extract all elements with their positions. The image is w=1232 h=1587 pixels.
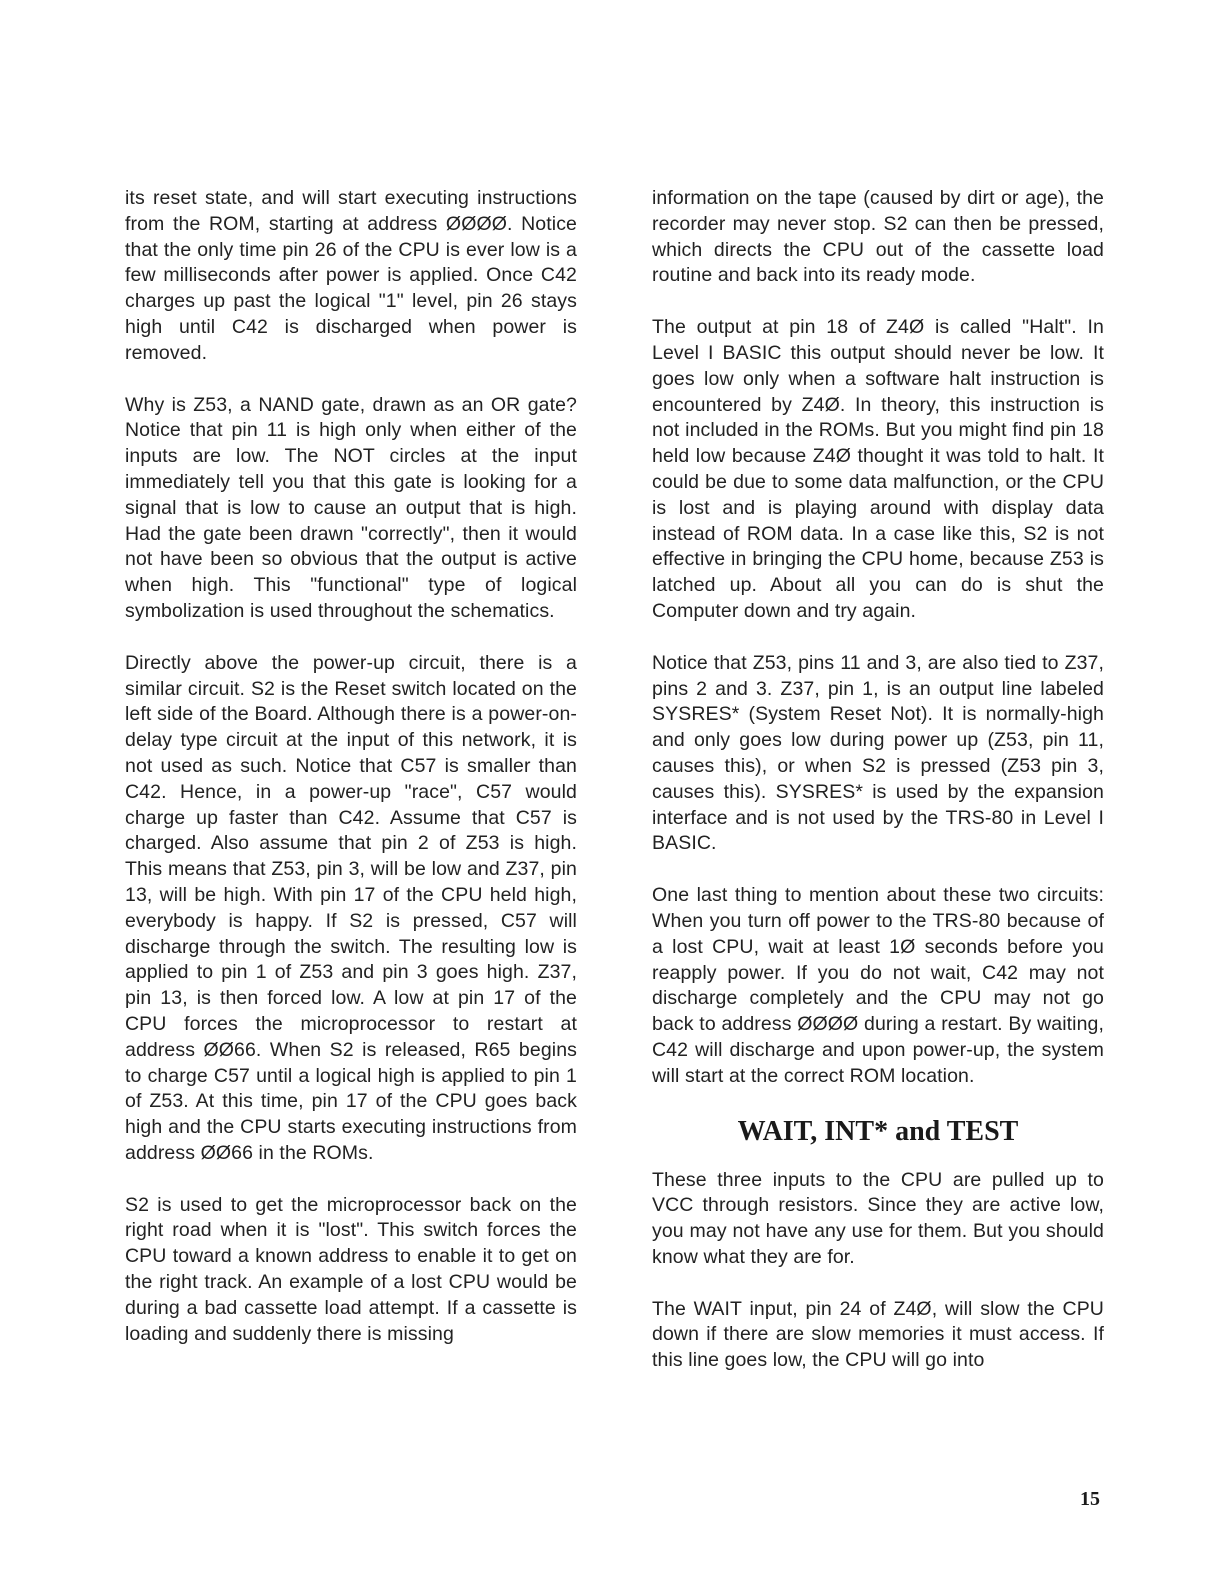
- paragraph: The output at pin 18 of Z4Ø is called "Halt". In Level I BASIC this output should never be low. It goes low only when a software halt instruction is encountered by Z4Ø. In theory, this instruction is not included in the ROMs. But you might find pin 18 held low because Z4Ø thought it was told to halt. It could be due to some data malfunction, or the CPU is lost and is playing around with display data instead of ROM data. In a case like this, S2 is not effective in bringing the CPU home, because Z53 is latched up. About all you can do is shut the Computer down and try again.: [652, 316, 1104, 622]
- paragraph: information on the tape (caused by dirt or age), the recorder may never stop. S2 can then be pressed, which directs the CPU out of the cassette load routine and back into its ready mode.: [652, 187, 1104, 287]
- paragraph: The WAIT input, pin 24 of Z4Ø, will slow the CPU down if there are slow memories it must access. If this line goes low, the CPU will go into: [652, 1297, 1104, 1372]
- paragraph: One last thing to mention about these two circuits: When you turn off power to the TRS-80 because of a lost CPU, wait at least 1Ø seconds before you reapply power. If you do not wait, C42 may not discharge completely and the CPU may not go back to address ØØØØ during a restart. By waiting, C42 will discharge and upon power-up, the system will start at the correct ROM location.: [652, 884, 1104, 1087]
- paragraph: Why is Z53, a NAND gate, drawn as an OR gate? Notice that pin 11 is high only when either of the inputs are low. The NOT circles at the input immediately tell you that this gate is looking for a signal that is low to cause an output that is high. Had the gate been drawn "correctly", then it would not have been so obvious that the output is active when high. This "functional" type of logical symbolization is used throughout the schematics.: [125, 393, 577, 622]
- section-heading: WAIT, INT* and TEST: [737, 1115, 1019, 1147]
- paragraph: Notice that Z53, pins 11 and 3, are also tied to Z37, pins 2 and 3. Z37, pin 1, is an output line labeled SYSRES* (System Reset Not). It is normally-high and only goes low during power up (Z53, pin 11, causes this), or when S2 is pressed (Z53 pin 3, causes this). SYSRES* is used by the expansion interface and is not used by the TRS-80 in Level I BASIC.: [652, 651, 1104, 855]
- right-column: [652, 186, 1104, 1400]
- left-column: [125, 186, 577, 1373]
- paragraph: S2 is used to get the microprocessor back on the right road when it is "lost". This switch forces the CPU toward a known address to enable it to get on the right track. An example of a lost CPU would be during a bad cassette load attempt. If a cassette is loading and suddenly there is missing: [125, 1193, 577, 1345]
- page-number: 15: [1080, 1488, 1100, 1510]
- paragraph: its reset state, and will start executing instructions from the ROM, starting at address ØØØØ. Notice that the only time pin 26 of the CPU is ever low is a few milliseconds after power is applied. Once C42 charges up past the logical "1" level, pin 26 stays high until C42 is discharged when power is removed.: [125, 187, 577, 364]
- paragraph: These three inputs to the CPU are pulled up to VCC through resistors. Since they are active low, you may not have any use for them. But you should know what they are for.: [652, 1168, 1104, 1268]
- paragraph: Directly above the power-up circuit, there is a similar circuit. S2 is the Reset switch located on the left side of the Board. Although there is a power-on-delay type circuit at the input of this network, it is not used as such. Notice that C57 is smaller than C42. Hence, in a power-up "race", C57 would charge up faster than C42. Assume that C57 is charged. Also assume that pin 2 of Z53 is high. This means that Z53, pin 3, will be low and Z37, pin 13, will be high. With pin 17 of the CPU held high, everybody is happy. If S2 is pressed, C57 will discharge through the switch. The resulting low is applied to pin 1 of Z53 and pin 3 goes high. Z37, pin 13, is then forced low. A low at pin 17 of the CPU forces the microprocessor to restart at address ØØ66. When S2 is released, R65 begins to charge C57 until a logical high is applied to pin 1 of Z53. At this time, pin 17 of the CPU goes back high and the CPU starts executing instructions from address ØØ66 in the ROMs.: [125, 651, 577, 1164]
